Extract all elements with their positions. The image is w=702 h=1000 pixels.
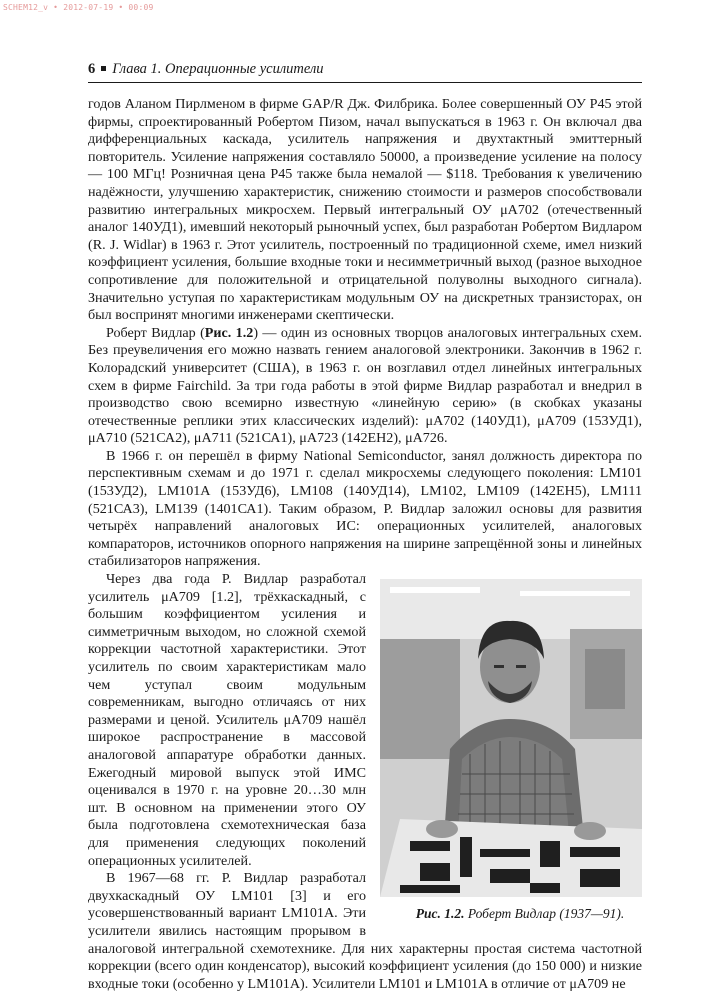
photo-illustration — [380, 579, 642, 897]
paragraph-3: В 1966 г. он перешёл в фирму National Semiconductor, занял должность директора по перспективным схемам и до 1971 г. сделал микросхемы следующего поколения: LM101 (153УД2), LM101A (153УД6), LM108 (140УД14), LM102, LM109 (142ЕН5), LM111 (521СА3), LM139 (1401СА1). Таким образом, Р. Видлар заложил основы для развития четырёх направлений аналоговых ИС: операционных усилителей, аналоговых компараторов, источников опорного напряжения на ширине запрещённой зоны и линейных стабилизаторов напряжения. — [88, 447, 642, 570]
figure-reference: Рис. 1.2 — [204, 324, 254, 341]
chapter-title: Глава 1. Операционные усилители — [112, 61, 324, 77]
figure-label: Рис. 1.2. — [415, 906, 465, 922]
header-bullet-icon — [101, 66, 106, 71]
figure-caption — [380, 905, 642, 922]
paragraph-2-rest: ) — один из основных творцов аналоговых интегральных схем. Без преувеличения его можно назвать гением аналоговой электроники. Закончив в 1962 г. Колорадский университет (США), в 1963 г. он возглавил отдел линейных интегральных схем в фирме Fairchild. За три года работы в этой фирме Видлар разработал и внедрил в производство свою всемирно известную «линейную серию» (в скобках указаны отечественные реплики этих классических изделий): μА702 (140УД1), μА709 (153УД1), μА710 (521СА2), μА711 (521СА1), μА723 (142ЕН2), μА726. — [88, 324, 642, 447]
widlar-photo — [380, 579, 642, 897]
figure-block — [380, 579, 642, 922]
paragraph-5: В 1967—68 гг. Р. Видлар разработал двухкаскадный ОУ LM101 [3] и его усовершенствованный вариант LM101A. Эти усилители явились настоящим прорывом в аналоговой интегральной схемотехнике. Для них характерны простая система частотной коррекции (всего один конденсатор), высокий коэффициент усиления (до 150 000) и низкие входные токи (особенно у LM101A). Усилители LM101 и LM101A в отличие от μА709 не — [88, 870, 642, 992]
paragraph-1: годов Аланом Пирлменом в фирме GAP/R Дж. Филбрика. Более совершенный ОУ Р45 этой фирмы, спроектированный Робертом Пизом, начал выпускаться в 1963 г. Он включал два дифференциальных каскада, усилитель напряжения и двухтактный эмиттерный повторитель. Усиление напряжения составляло 50000, а произведение усиление на полосу — 100 МГц! Розничная цена Р45 также была немалой — $118. Требования к увеличению надёжности, улучшению характеристик, снижению стоимости и размеров способствовали развитию интегральных микросхем. Первый интегральный ОУ μА702 (отечественный аналог 140УД1), имевший некоторый рыночный успех, был разработан Робертом Видларом (R. J. Widlar) в 1963 г. Этот усилитель, построенный по традиционной схеме, имел низкий коэффициент усиления, большие входные токи и несимметричный выход (разное выходное сопротивление для положительной и отрицательной полуволны выходного сигнала). Значительно уступая по характеристикам модульным ОУ на дискретных транзисторах, он был воспринят многими инженерами скептически. — [88, 96, 642, 324]
paragraph-2-start: Роберт Видлар ( — [106, 324, 205, 341]
print-stamp: SCHEM12_v • 2012-07-19 • 00:09 — [3, 3, 154, 12]
page-header — [88, 60, 642, 78]
header-rule — [88, 82, 642, 83]
paragraph-4-text: Через два года Р. Видлар разработал усилитель μА709 [1.2], трёхкаскадный, с большим коэффициентом усиления и симметричным выходом, но сложной схемой коррекции частотной характеристики. Этот усилитель по своим характеристикам мало чем уступал своим модульным современникам, выгодно отличаясь от них размерами и ценой. Усилитель μА709 нашёл широкое распространение в массовой аналоговой аппаратуре обработки данных. Ежегодный мировой выпуск этой ИМС оценивался в 1970 г. на уровне 20…30 млн шт. В основном на применении этого ОУ была подготовлена схемотехническая база для применения следующих поколений операционных усилителей. — [88, 571, 366, 869]
page-number: 6 — [88, 61, 96, 77]
paragraph-2 — [88, 325, 642, 448]
figure-caption-text: Роберт Видлар (1937—91). — [467, 906, 625, 922]
paragraph-4 — [88, 571, 642, 922]
page-body — [88, 96, 642, 993]
